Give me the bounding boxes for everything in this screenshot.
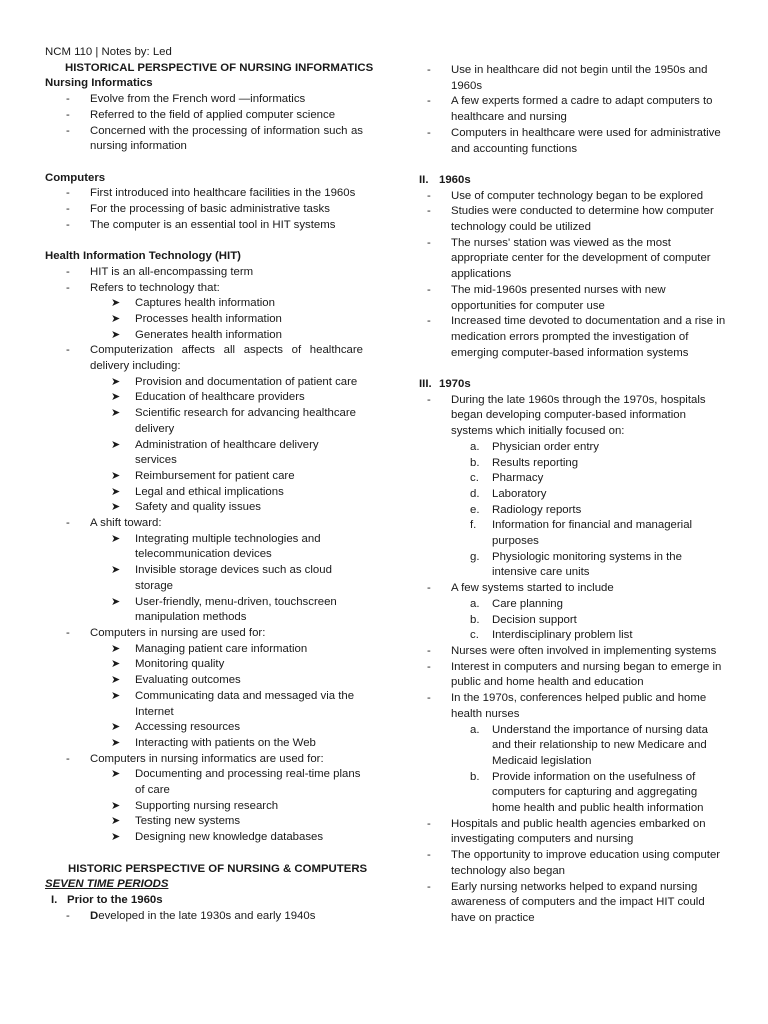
sub-list-item: ➤ Integrating multiple technologies and telecommunication devices [111,532,321,561]
sub-list-item: ➤ User-friendly, menu-driven, touchscreen manipulation methods [111,595,337,624]
sub-list-item: e. Radiology reports [470,503,582,516]
period-heading-3: III. 1970s [419,378,471,391]
arrow-bullet-icon: ➤ [111,501,121,514]
list-item: - Concerned with the processing of information such as nursing information [45,124,363,155]
arrow-bullet-icon: ➤ [111,532,121,545]
arrow-bullet-icon: ➤ [111,485,121,498]
historic-title: HISTORIC PERSPECTIVE OF NURSING & COMPUTERS [68,862,368,875]
list-item: - Use of computer technology began to be explored [417,189,727,205]
list-item: - The mid-1960s presented nurses with new opportunities for computer use [417,283,727,314]
list-item: - A shift toward: [45,516,363,532]
list-item: - Referred to the field of applied computer science [45,108,363,124]
page-title: HISTORICAL PERSPECTIVE OF NURSING INFORMATICS [65,61,374,74]
arrow-bullet-icon: ➤ [111,768,121,781]
sub-list-item: f. Information for financial and managerial purposes [470,519,693,548]
sub-list-item: ➤ Supporting nursing research [45,799,363,815]
sub-list-item: d. Laboratory [470,487,547,500]
sub-list-item: ➤ Accessing resources [45,720,363,736]
arrow-bullet-icon: ➤ [111,831,121,844]
list-item: - In the 1970s, conferences helped public and home health nurses [417,691,727,722]
course-header: NCM 110 | Notes by: Led [45,46,172,58]
list-item: - A few experts formed a cadre to adapt computers to healthcare and nursing [417,94,727,125]
arrow-bullet-icon: ➤ [111,799,121,812]
list-item: - A few systems started to include [417,581,727,597]
sub-list-item: ➤ Communicating data and messaged via the Internet [111,689,355,718]
list-item: - Interest in computers and nursing began to emerge in public and home health and education [417,660,727,691]
section-heading-hit: Health Information Technology (HIT) [45,250,241,263]
arrow-bullet-icon: ➤ [111,736,121,749]
left-column [45,45,374,924]
sub-list-item: a. Physician order entry [470,440,599,453]
list-item: - Computers in healthcare were used for administrative and accounting functions [417,126,727,157]
list-item: - Computers in nursing informatics are used for: [45,752,363,768]
list-item: - Use in healthcare did not begin until the 1950s and 1960s [417,63,727,94]
sub-list-item: ➤ Provision and documentation of patient care [45,375,363,391]
sub-list-item: ➤ Designing new knowledge databases [45,830,363,846]
arrow-bullet-icon: ➤ [111,391,121,404]
list-item: - Hospitals and public health agencies embarked on investigating computers and nursing [417,817,727,848]
sub-list-item: b. Results reporting [470,456,579,469]
arrow-bullet-icon: ➤ [111,595,121,608]
list-item: - Computers in nursing are used for: [45,626,363,642]
sub-list-item: a. Care planning [470,597,563,610]
list-item: - HIT is an all-encompassing term [45,265,363,281]
sub-list-item: ➤ Invisible storage devices such as cloud storage [111,564,332,592]
arrow-bullet-icon: ➤ [111,438,121,451]
sub-list-item: ➤ Education of healthcare providers [45,390,363,406]
right-column [417,63,727,927]
list-item: - For the processing of basic administrative tasks [45,202,363,218]
seven-periods-subtitle: SEVEN TIME PERIODS [45,878,169,891]
section-heading-nursing-informatics: Nursing Informatics [45,77,153,90]
list-item: - Computerization affects all aspects of healthcare delivery including: [45,343,363,374]
list-item: - Nurses were often involved in implementing systems [417,644,727,660]
list-item: - During the late 1960s through the 1970s, hospitals began developing computer-based information systems which initially focused on: [417,393,727,440]
list-item: - Studies were conducted to determine how computer technology could be utilized [417,204,727,235]
arrow-bullet-icon: ➤ [111,312,121,325]
list-item: - The opportunity to improve education using computer technology also began [417,848,727,879]
sub-list-item: ➤ Scientific research for advancing healthcare delivery [111,407,356,435]
arrow-bullet-icon: ➤ [111,375,121,388]
arrow-bullet-icon: ➤ [111,815,121,828]
sub-list-item: ➤ Captures health information [45,296,363,312]
list-item: - Early nursing networks helped to expand nursing awareness of computers and the impact HIT could have on practice [417,880,727,927]
sub-list-item: g. Physiologic monitoring systems in the intensive care units [470,550,682,579]
list-item: - The computer is an essential tool in HIT systems [45,218,363,234]
sub-list-item: c. Pharmacy [470,472,544,485]
sub-list-item: ➤ Reimbursement for patient care [45,469,363,485]
list-item: - Increased time devoted to documentation and a rise in medication errors prompted the investigation of emerging computer-based information systems [417,314,727,361]
arrow-bullet-icon: ➤ [111,407,121,420]
sub-list-item: ➤ Processes health information [45,312,363,328]
sub-list-item: a. Understand the importance of nursing data and their relationship to new Medicare and Medicaid legislation [470,723,708,767]
arrow-bullet-icon: ➤ [111,297,121,310]
sub-list-item: ➤ Interacting with patients on the Web [45,736,363,752]
list-item: - The nurses' station was viewed as the most appropriate center for the development of computer applications [417,236,727,283]
sub-list-item: c. Interdisciplinary problem list [470,629,633,642]
sub-list-item: ➤ Monitoring quality [45,657,363,673]
sub-list-item: ➤ Evaluating outcomes [45,673,363,689]
arrow-bullet-icon: ➤ [111,328,121,341]
arrow-bullet-icon: ➤ [111,721,121,734]
list-item: - Refers to technology that: [45,281,363,297]
arrow-bullet-icon: ➤ [111,689,121,702]
sub-list-item: ➤ Legal and ethical implications [45,485,363,501]
period-heading-1: I. Prior to the 1960s [51,893,163,906]
sub-list-item: ➤ Managing patient care information [45,642,363,658]
arrow-bullet-icon: ➤ [111,642,121,655]
sub-list-item: ➤ Generates health information [45,328,363,344]
arrow-bullet-icon: ➤ [111,564,121,577]
period-heading-2: II. 1960s [419,173,471,186]
sub-list-item: b. Decision support [470,613,577,626]
arrow-bullet-icon: ➤ [111,674,121,687]
list-item: - Evolve from the French word —informatics [45,92,363,108]
list-item: - Developed in the late 1930s and early 1940s [45,909,363,925]
list-item: - First introduced into healthcare facilities in the 1960s [45,186,363,202]
sub-list-item: ➤ Safety and quality issues [45,500,363,516]
sub-list-item: ➤ Administration of healthcare delivery services [111,438,319,467]
sub-list-item: b. Provide information on the usefulness of computers for capturing and aggregating home health and public health information [470,770,704,815]
arrow-bullet-icon: ➤ [111,469,121,482]
sub-list-item: ➤ Documenting and processing real-time plans of care [111,768,361,797]
sub-list-item: ➤ Testing new systems [45,814,363,830]
arrow-bullet-icon: ➤ [111,658,121,671]
section-heading-computers: Computers [45,171,106,184]
